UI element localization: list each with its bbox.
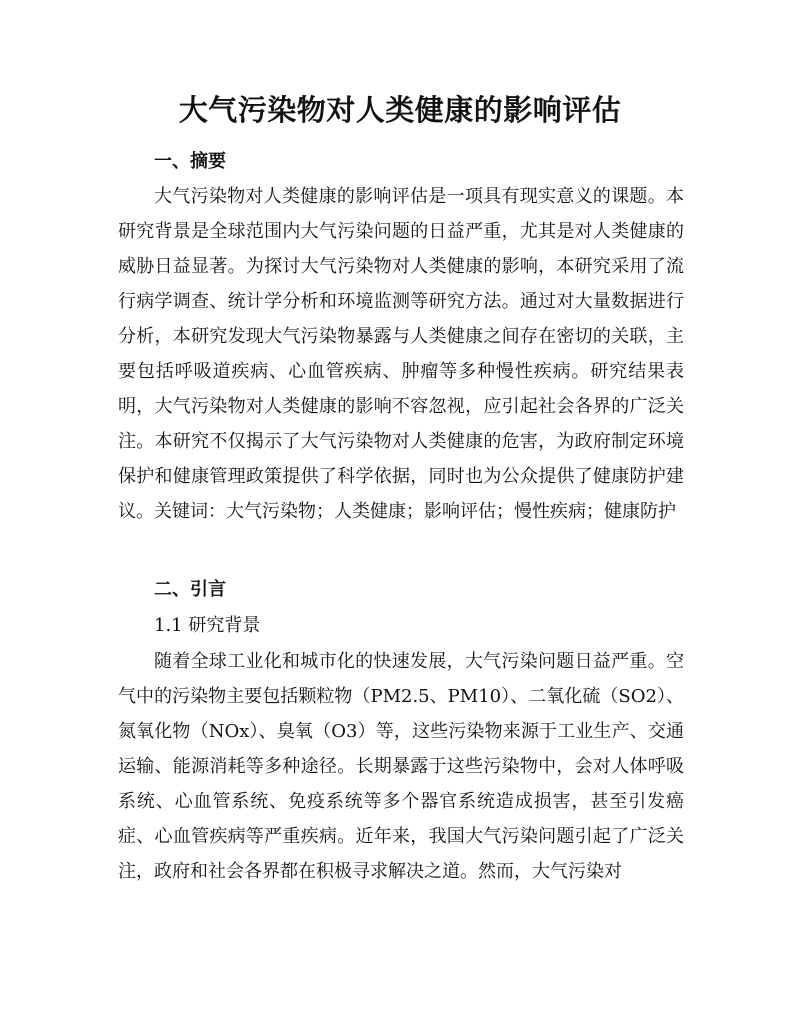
abstract-paragraph: 大气污染物对人类健康的影响评估是一项具有现实意义的课题。本研究背景是全球范围内大气污染问题的日益严重，尤其是对人类健康的威胁日益显著。为探讨大气污染物对人类健康的影响，本研究采用了流行病学调查、统计学分析和环境监测等研究方法。通过对大量数据进行分析，本研究发现大气污染物暴露与人类健康之间存在密切的关联，主要包括呼吸道疾病、心血管疾病、肿瘤等多种慢性疾病。研究结果表明，大气污染物对人类健康的影响不容忽视，应引起社会各界的广泛关注。本研究不仅揭示了大气污染物对人类健康的危害，为政府制定环境保护和健康管理政策提供了科学依据，同时也为公众提供了健康防护建议。关键词：大气污染物；人类健康；影响评估；慢性疾病；健康防护 xyxy=(118,186,684,522)
document-title: 大气污染物对人类健康的影响评估 xyxy=(178,93,622,127)
research-background-paragraph: 随着全球工业化和城市化的快速发展，大气污染问题日益严重。空气中的污染物主要包括颗粒物（PM2.5、PM10）、二氧化硫（SO2）、氮氧化物（NOx）、臭氧（O3）等，这些污染物来源于工业生产、交通运输、能源消耗等多种途径。长期暴露于这些污染物中，会对人体呼吸系统、心血管系统、免疫系统等多个器官系统造成损害，甚至引发癌症、心血管疾病等严重疾病。近年来，我国大气污染问题引起了广泛关注，政府和社会各界都在积极寻求解决之道。然而，大气污染对 xyxy=(118,651,684,882)
section-heading-abstract: 一、摘要 xyxy=(154,151,226,172)
section-heading-introduction: 二、引言 xyxy=(154,579,226,600)
subsection-heading-research-background: 1.1 研究背景 xyxy=(154,615,261,636)
